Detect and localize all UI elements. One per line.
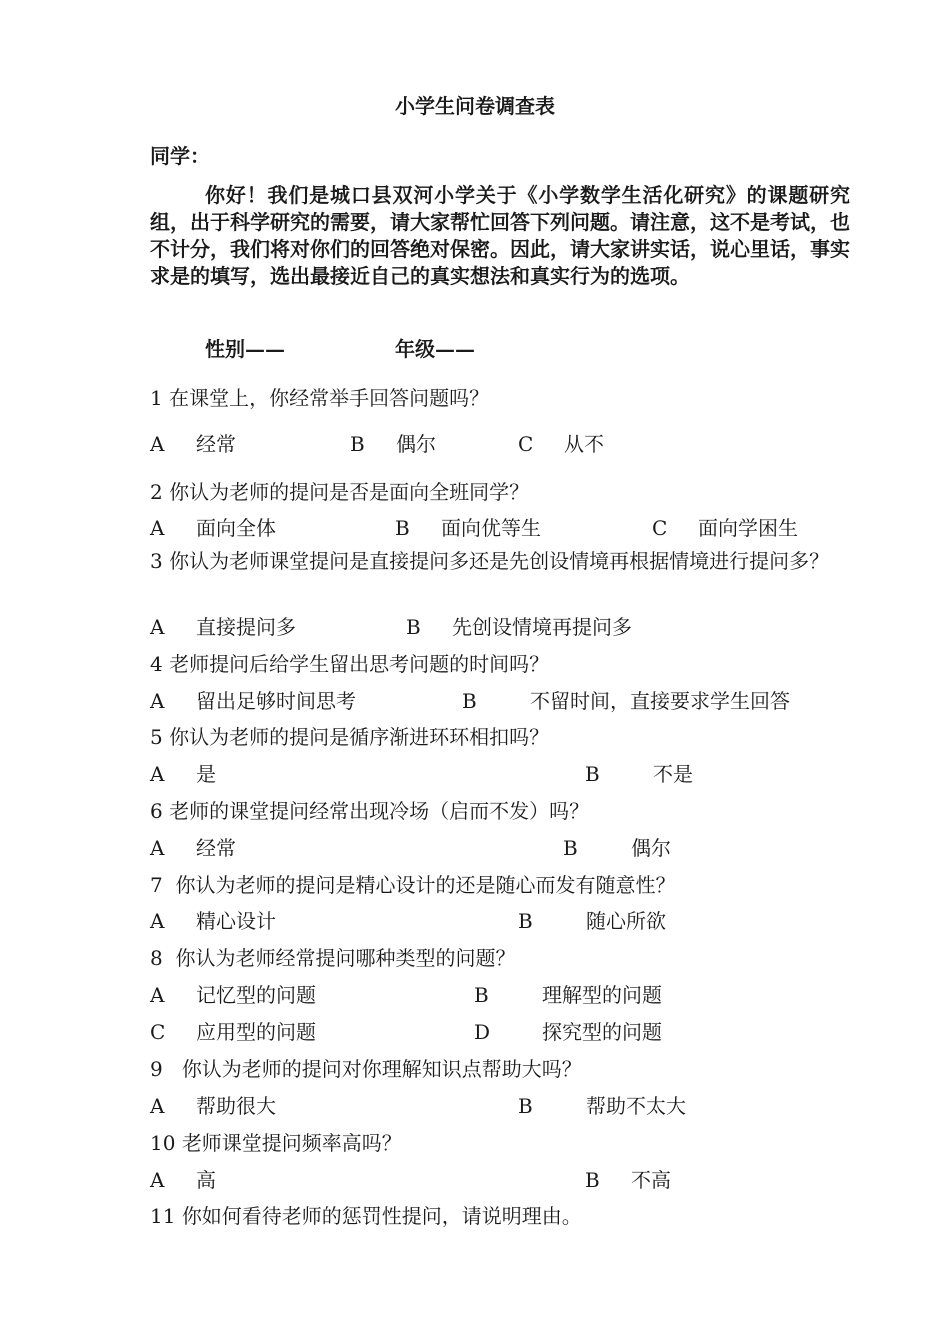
question-10: 10 老师课堂提问频率高吗？ (150, 1131, 402, 1155)
option-5b[interactable]: B 不是 (585, 762, 693, 786)
option-4a[interactable]: A 留出足够时间思考 (150, 689, 356, 713)
student-info-fields (205, 333, 475, 362)
gender-field[interactable]: 性别—— (205, 337, 285, 361)
grade-field[interactable]: 年级—— (395, 337, 475, 361)
option-1c[interactable]: C 从不 (518, 432, 604, 456)
question-6: 6 老师的课堂提问经常出现冷场（启而不发）吗？ (150, 799, 590, 823)
question-7: 7 你认为老师的提问是精心设计的还是随心而发有随意性？ (150, 873, 676, 897)
option-9a[interactable]: A 帮助很大 (150, 1094, 276, 1118)
question-8: 8 你认为老师经常提问哪种类型的问题？ (150, 946, 516, 970)
question-5: 5 你认为老师的提问是循序渐进环环相扣吗？ (150, 725, 550, 749)
greeting: 同学： (150, 144, 210, 168)
question-4: 4 老师提问后给学生留出思考问题的时间吗？ (150, 652, 550, 676)
option-10a[interactable]: A 高 (150, 1168, 216, 1192)
option-8b[interactable]: B 理解型的问题 (474, 983, 662, 1007)
question-11: 11 你如何看待老师的惩罚性提问，请说明理由。 (150, 1204, 582, 1228)
option-9b[interactable]: B 帮助不太大 (518, 1094, 686, 1118)
option-2b[interactable]: B 面向优等生 (395, 516, 541, 540)
question-1: 1 在课堂上，你经常举手回答问题吗？ (150, 386, 490, 410)
option-1a[interactable]: A 经常 (150, 432, 236, 456)
page-title: 小学生问卷调查表 (395, 94, 555, 118)
option-2c[interactable]: C 面向学困生 (652, 516, 798, 540)
question-3: 3 你认为老师课堂提问是直接提问多还是先创设情境再根据情境进行提问多？ (150, 549, 830, 573)
option-1b[interactable]: B 偶尔 (350, 432, 436, 456)
question-9: 9 你认为老师的提问对你理解知识点帮助大吗？ (150, 1057, 582, 1081)
option-6b[interactable]: B 偶尔 (563, 836, 671, 860)
option-10b[interactable]: B 不高 (585, 1168, 671, 1192)
option-3b[interactable]: B 先创设情境再提问多 (406, 615, 632, 639)
option-2a[interactable]: A 面向全体 (150, 516, 276, 540)
option-3a[interactable]: A 直接提问多 (150, 615, 296, 639)
question-2: 2 你认为老师的提问是否是面向全班同学？ (150, 480, 530, 504)
option-7b[interactable]: B 随心所欲 (518, 909, 666, 933)
option-6a[interactable]: A 经常 (150, 836, 236, 860)
option-4b[interactable]: B 不留时间，直接要求学生回答 (462, 689, 790, 713)
option-5a[interactable]: A 是 (150, 762, 216, 786)
option-8a[interactable]: A 记忆型的问题 (150, 983, 316, 1007)
option-8d[interactable]: D 探究型的问题 (474, 1020, 662, 1044)
option-8c[interactable]: C 应用型的问题 (150, 1020, 316, 1044)
intro-paragraph: 你好！我们是城口县双河小学关于《小学数学生活化研究》的课题研究组，出于科学研究的需要，请大家帮忙回答下列问题。请注意，这不是考试，也不计分，我们将对你们的回答绝对保密。因此，请大家讲实话，说心里话，事实求是的填写，选出最接近自己的真实想法和真实行为的选项。 (150, 183, 850, 288)
option-7a[interactable]: A 精心设计 (150, 909, 276, 933)
